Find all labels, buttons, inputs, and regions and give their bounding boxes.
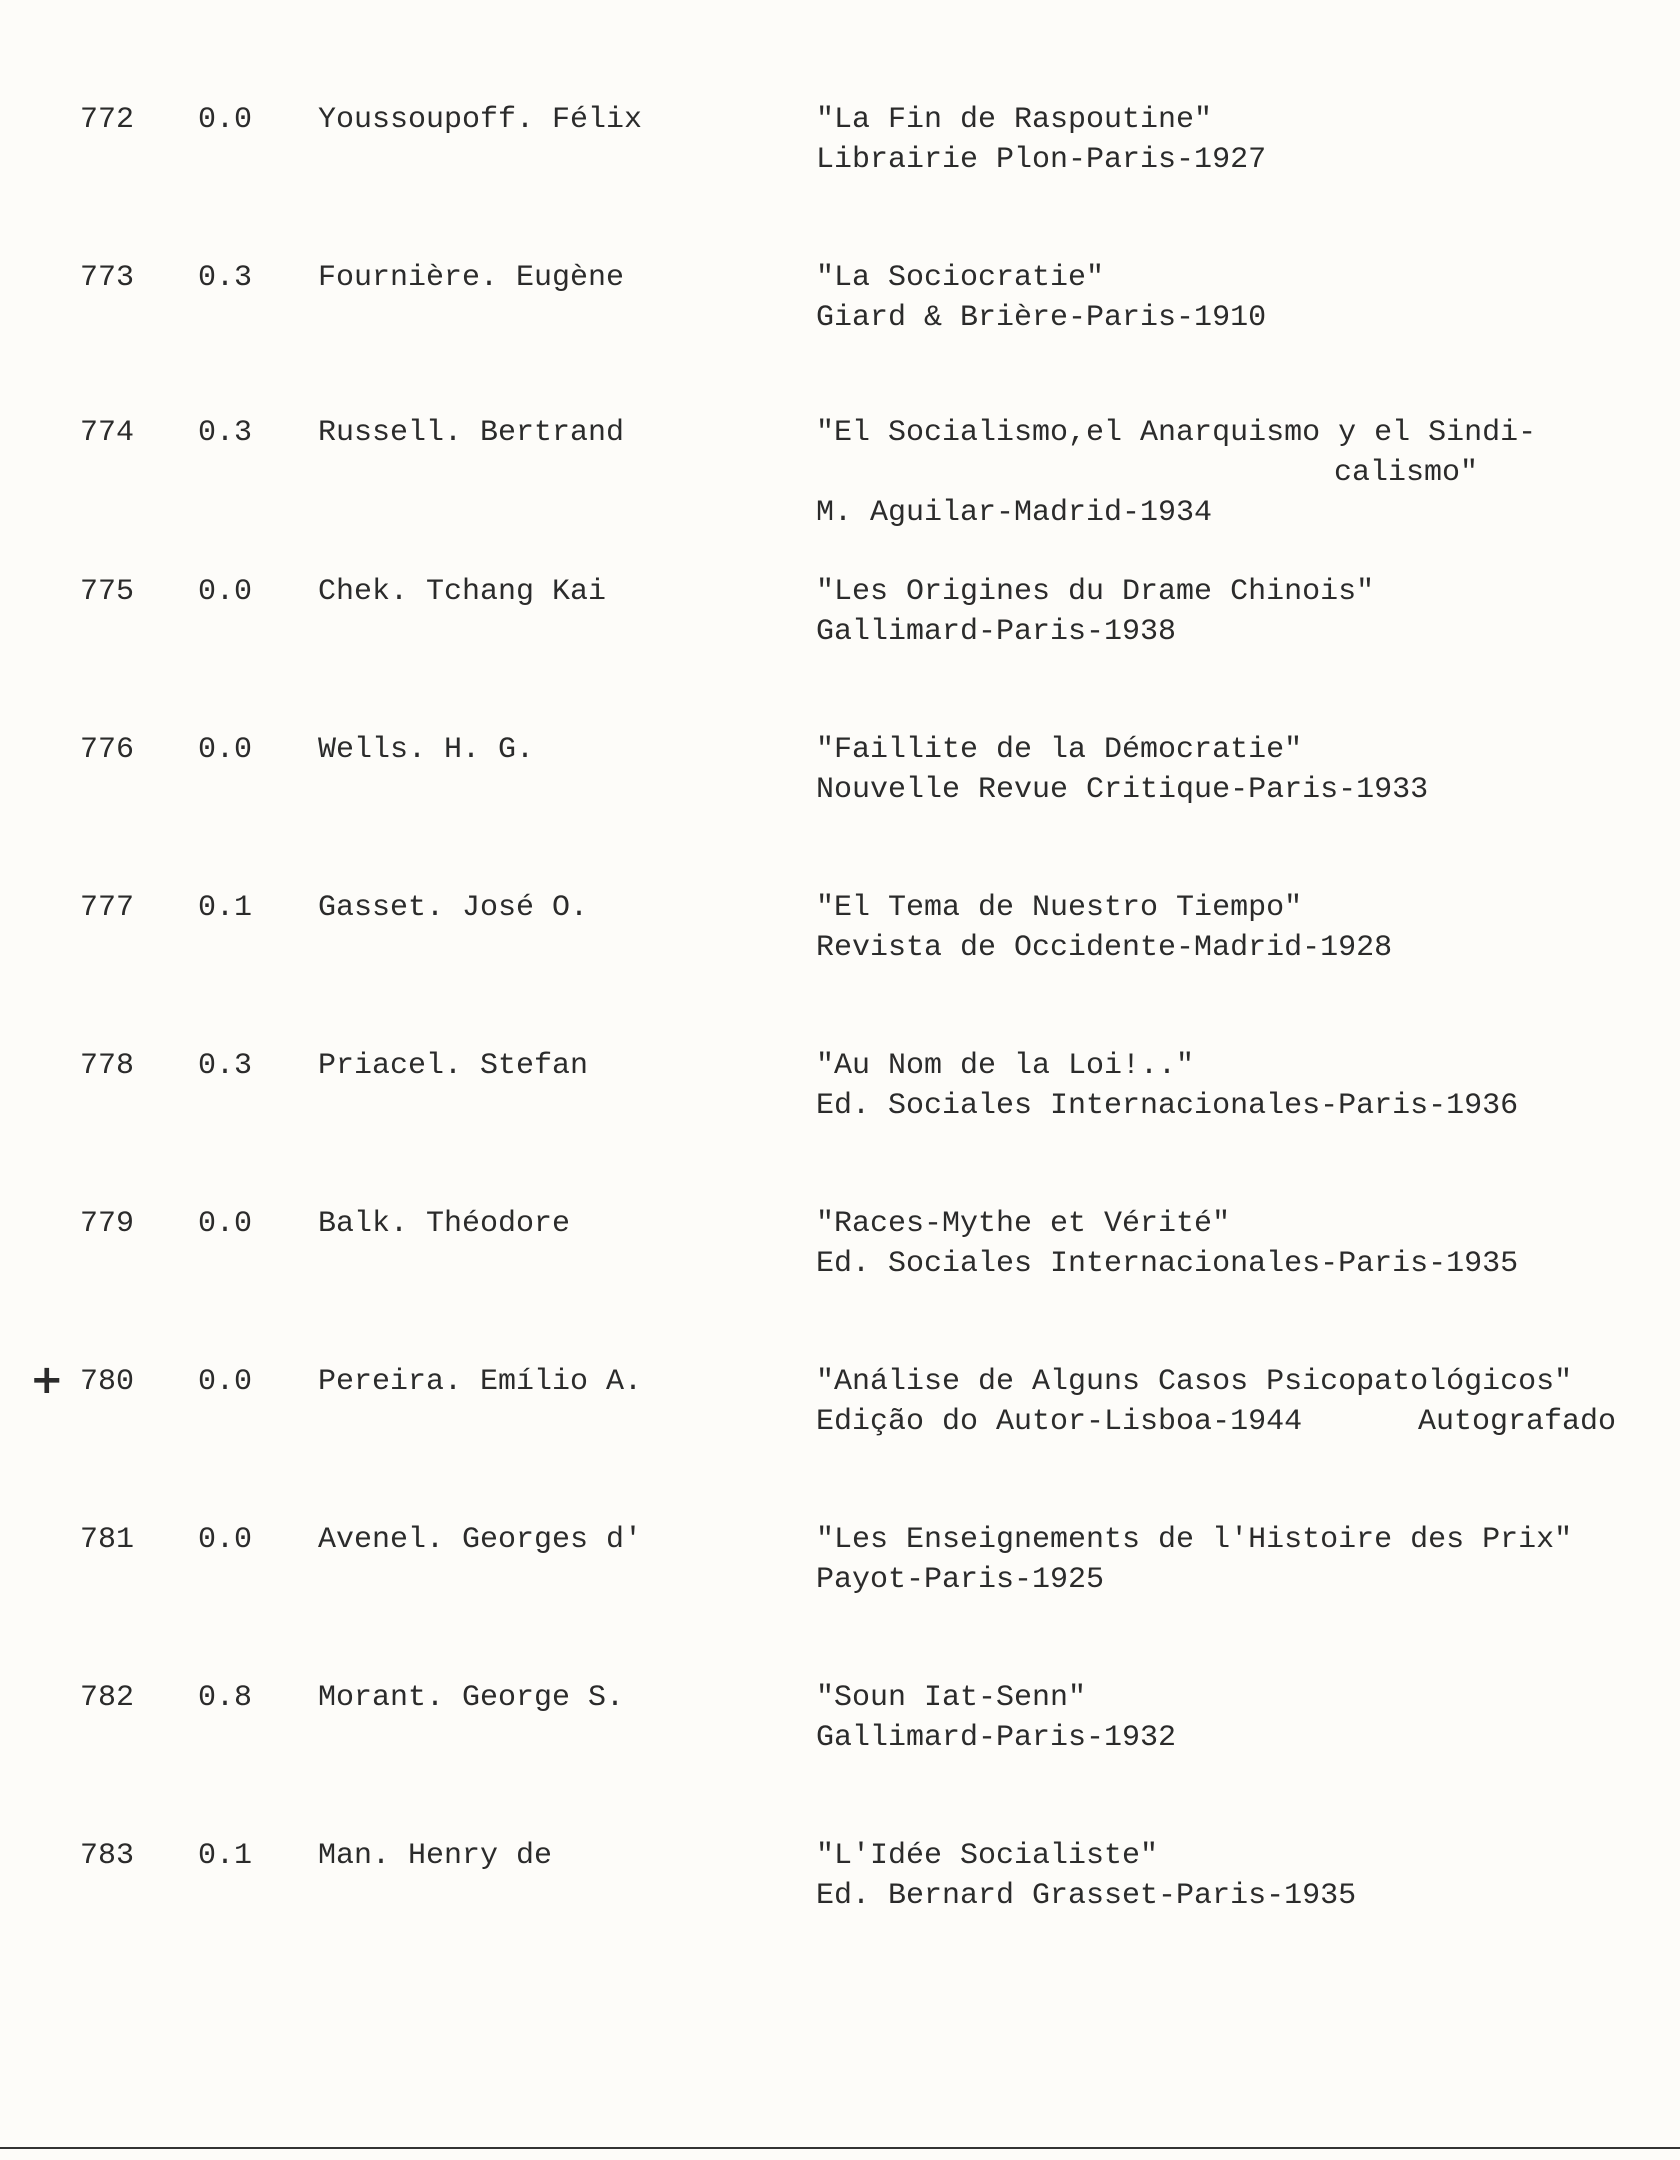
entry-code: 0.1 bbox=[198, 1839, 253, 1873]
catalog-entry bbox=[0, 1520, 1680, 1640]
entry-publisher: Gallimard-Paris-1938 bbox=[816, 615, 1177, 649]
entry-author: Pereira. Emílio A. bbox=[318, 1365, 643, 1399]
catalog-entry bbox=[0, 572, 1680, 692]
entry-number: 780 bbox=[80, 1365, 135, 1399]
entry-title: "Soun Iat-Senn" bbox=[816, 1681, 1087, 1715]
entry-title: "El Socialismo,el Anarquismo y el Sindi- bbox=[816, 416, 1537, 450]
bottom-rule bbox=[0, 2147, 1680, 2149]
entry-code: 0.0 bbox=[198, 1207, 253, 1241]
entry-author: Russell. Bertrand bbox=[318, 416, 625, 450]
catalog-entry bbox=[0, 1204, 1680, 1324]
entry-title: "Races-Mythe et Vérité" bbox=[816, 1207, 1231, 1241]
entry-number: 772 bbox=[80, 103, 135, 137]
catalog-entry bbox=[0, 888, 1680, 1008]
entry-publisher: Edição do Autor-Lisboa-1944 bbox=[816, 1405, 1303, 1439]
entry-number: 776 bbox=[80, 733, 135, 767]
entry-title-continuation: calismo" bbox=[1334, 456, 1479, 490]
entry-author: Man. Henry de bbox=[318, 1839, 553, 1873]
plus-mark: + bbox=[30, 1357, 64, 1403]
entry-number: 774 bbox=[80, 416, 135, 450]
entry-publisher: M. Aguilar-Madrid-1934 bbox=[816, 496, 1213, 530]
entry-publisher: Revista de Occidente-Madrid-1928 bbox=[816, 931, 1393, 965]
entry-publisher: Ed. Bernard Grasset-Paris-1935 bbox=[816, 1879, 1357, 1913]
catalog-entry bbox=[0, 100, 1680, 220]
entry-publisher: Ed. Sociales Internacionales-Paris-1936 bbox=[816, 1089, 1519, 1123]
entry-title: "Les Origines du Drame Chinois" bbox=[816, 575, 1375, 609]
entry-title: "Les Enseignements de l'Histoire des Prix" bbox=[816, 1523, 1573, 1557]
entry-title: "Faillite de la Démocratie" bbox=[816, 733, 1303, 767]
catalog-entry bbox=[0, 1357, 1680, 1482]
entry-title: "La Sociocratie" bbox=[816, 261, 1105, 295]
entry-author: Gasset. José O. bbox=[318, 891, 589, 925]
entry-code: 0.8 bbox=[198, 1681, 253, 1715]
entry-author: Priacel. Stefan bbox=[318, 1049, 589, 1083]
entry-code: 0.0 bbox=[198, 733, 253, 767]
entry-publisher: Nouvelle Revue Critique-Paris-1933 bbox=[816, 773, 1429, 807]
entry-publisher: Giard & Brière-Paris-1910 bbox=[816, 301, 1267, 335]
entry-author: Fournière. Eugène bbox=[318, 261, 625, 295]
entry-author: Wells. H. G. bbox=[318, 733, 535, 767]
entry-publisher: Gallimard-Paris-1932 bbox=[816, 1721, 1177, 1755]
entry-author: Chek. Tchang Kai bbox=[318, 575, 607, 609]
entry-code: 0.3 bbox=[198, 1049, 253, 1083]
entry-author: Morant. George S. bbox=[318, 1681, 625, 1715]
entry-title: "La Fin de Raspoutine" bbox=[816, 103, 1213, 137]
entry-number: 778 bbox=[80, 1049, 135, 1083]
entry-code: 0.3 bbox=[198, 261, 253, 295]
entry-code: 0.0 bbox=[198, 1523, 253, 1557]
entry-author: Youssoupoff. Félix bbox=[318, 103, 643, 137]
entry-number: 779 bbox=[80, 1207, 135, 1241]
entry-author: Avenel. Georges d' bbox=[318, 1523, 643, 1557]
entry-title: "Análise de Alguns Casos Psicopatológicos" bbox=[816, 1365, 1573, 1399]
entry-number: 773 bbox=[80, 261, 135, 295]
entry-publisher: Librairie Plon-Paris-1927 bbox=[816, 143, 1267, 177]
entry-note: Autografado bbox=[1418, 1405, 1617, 1439]
entry-number: 777 bbox=[80, 891, 135, 925]
entry-code: 0.0 bbox=[198, 1365, 253, 1399]
entry-code: 0.0 bbox=[198, 103, 253, 137]
entry-title: "El Tema de Nuestro Tiempo" bbox=[816, 891, 1303, 925]
entry-code: 0.3 bbox=[198, 416, 253, 450]
entry-number: 783 bbox=[80, 1839, 135, 1873]
catalog-entry bbox=[0, 413, 1680, 533]
entry-author: Balk. Théodore bbox=[318, 1207, 571, 1241]
entry-title: "L'Idée Socialiste" bbox=[816, 1839, 1159, 1873]
catalog-entry bbox=[0, 1046, 1680, 1166]
entry-code: 0.0 bbox=[198, 575, 253, 609]
entry-publisher: Payot-Paris-1925 bbox=[816, 1563, 1105, 1597]
catalog-entry bbox=[0, 1836, 1680, 1956]
entry-publisher: Ed. Sociales Internacionales-Paris-1935 bbox=[816, 1247, 1519, 1281]
entry-title: "Au Nom de la Loi!.." bbox=[816, 1049, 1195, 1083]
entry-number: 775 bbox=[80, 575, 135, 609]
catalog-entry bbox=[0, 1678, 1680, 1798]
entry-number: 781 bbox=[80, 1523, 135, 1557]
catalog-entry bbox=[0, 730, 1680, 850]
catalog-entry bbox=[0, 258, 1680, 378]
entry-code: 0.1 bbox=[198, 891, 253, 925]
entry-number: 782 bbox=[80, 1681, 135, 1715]
